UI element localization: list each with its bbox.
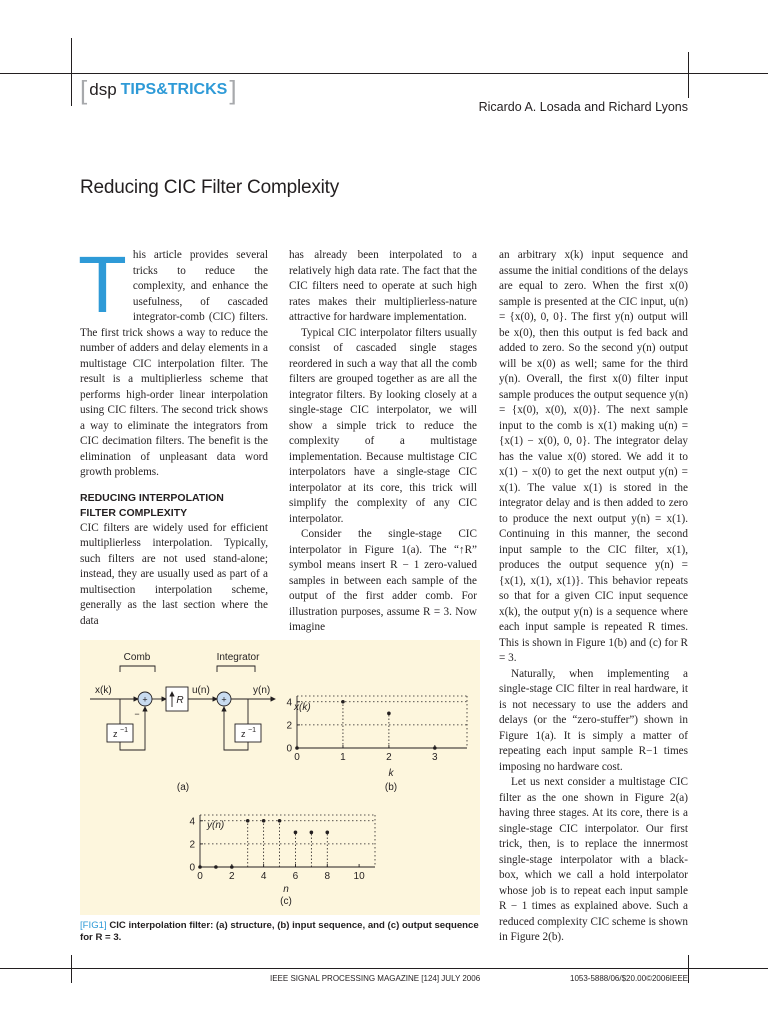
input-sequence-plot (286, 696, 467, 763)
plot-b-point (341, 700, 345, 704)
figure-1-caption (80, 920, 480, 944)
bracket-close: ] (229, 75, 237, 105)
plot-b-point (295, 746, 299, 750)
structure-diagram (90, 666, 275, 750)
plot-c-y-tick-label: 0 (189, 862, 195, 874)
plot-c-point (325, 831, 329, 835)
intro-text: his article provides several tricks to reduce the complexity, and enhance the usefulness, of cascaded integrator-comb (CIC) filters. The first trick shows a way to reduce the number of adders and delay elements in a multistage CIC interpolation filter. The result is a multiplierless scheme that performs high-order linear interpolation using CIC filters. The second trick shows a way to eliminate the integrators from CIC decimation filters. The benefit is the elimination of unpleasant data word growth problems. (80, 249, 268, 478)
plot-c-point (262, 819, 266, 823)
figure-1 (80, 640, 480, 915)
integrator-bracket (217, 666, 255, 672)
plot-c-x-tick-label: 0 (197, 871, 203, 882)
plot-c-point (294, 831, 298, 835)
plot-b-y-tick-label: 0 (286, 743, 292, 755)
plot-c-point (214, 865, 218, 869)
comb-minus: − (134, 709, 140, 719)
plot-b-point (433, 746, 437, 750)
plot-c-point (310, 831, 314, 835)
figure-1-svg (80, 640, 480, 915)
plot-c-xlabel: n (283, 884, 289, 895)
section-heading (80, 491, 268, 521)
integrator-delay-z: z (241, 729, 246, 739)
plot-c-point (198, 865, 202, 869)
footer-right: 1053-5888/06/$20.00©2006IEEE (570, 974, 688, 983)
caption-tag: [FIG1] (80, 920, 107, 931)
plot-c-x-tick-label: 10 (353, 871, 365, 882)
plot-c-y-tick-label: 4 (189, 816, 195, 828)
comb-delay-exp: −1 (120, 727, 128, 734)
authors: Ricardo A. Losada and Richard Lyons (478, 100, 688, 114)
footer-center: IEEE SIGNAL PROCESSING MAGAZINE [124] JULY 2006 (270, 974, 481, 983)
section-heading-line1: REDUCING INTERPOLATION (80, 491, 224, 504)
plot-b-point (387, 712, 391, 716)
plot-c-point (230, 865, 234, 869)
header-rule (0, 73, 768, 74)
plot-b-xlabel: k (388, 768, 394, 779)
integrator-label: Integrator (216, 652, 260, 663)
panel-a-label: (a) (176, 782, 190, 793)
col3-paragraph-2: Naturally, when implementing a single-stage CIC filter in real hardware, it is not necessary to use the adders and delays (or the “zero-stuffer”) shown in Figure 1(a). It is simply a matter of repeating each input sample R−1 times imposing no hardware cost. (499, 667, 688, 773)
col3-paragraph-1: an arbitrary x(k) input sequence and assume the initial conditions of the delays are equal to zero. When the first x(0) sample is presented at the CIC input, u(n) = {x(0), 0, 0}. The first y(n) output will be x(0), then this output is fed back and added to zero. So the second y(n) output will be x(0) as well; same for the third y(n). Overall, the first x(0) filter input sample produces the output sequence y(n) = {x(0), x(0), x(0)}. The next sample input to the comb is x(1) making u(n) = {x(1) − x(0), 0, 0}. The integrator delay has the value x(0) stored. We add it to x(1) − x(0) to get the next output y(n) = x(1). The value x(1) is stored in the integrator delay and is then added to zero to produce the next output y(n) = x(1). Continuing in this manner, the second input sample to the CIC filter, x(1), produces the output sequence y(n) = {x(1), x(1), x(1)}. This behavior repeats so that for a given CIC input sequence x(k), the output y(n) is a sequence where each input sample is repeated R times. This is shown in Figure 1(b) and (c) for R = 3. (499, 249, 688, 664)
xk-label: x(k) (95, 685, 112, 696)
dsp-label: dsp (89, 80, 117, 99)
comb-bracket (120, 666, 155, 672)
header-right-tick (688, 52, 689, 98)
plot-b-x-tick-label: 0 (294, 752, 300, 763)
panel-b-label: (b) (384, 782, 398, 793)
integrator-plus: + (221, 694, 227, 705)
plot-c-series-label: y(n) (207, 820, 225, 831)
caption-text: CIC interpolation filter: (a) structure, (b) input sequence, and (c) output sequence for R = 3. (80, 920, 479, 943)
plot-b-x-tick-label: 2 (386, 752, 392, 763)
col1-paragraph-2: CIC filters are widely used for efficient multiplierless interpolation. Typically, such filters are not used stand-alone; instead, they are usually used as part of a multisection interpolation scheme, generally as the last section where the data (80, 521, 268, 627)
plot-c-y-tick-label: 2 (189, 839, 195, 851)
plot-c-x-tick-label: 2 (229, 871, 235, 882)
tips-tricks-label: TIPS&TRICKS (120, 81, 228, 98)
col2-paragraph-1: has already been interpolated to a relatively high data rate. The fact that the CIC filters need to operate at such high rates makes their multiplierless-nature attractive for hardware implementation. (289, 249, 477, 323)
plot-b-x-tick-label: 1 (340, 752, 346, 763)
structure-labels (95, 652, 270, 793)
department-tag (80, 76, 237, 104)
yn-label: y(n) (253, 685, 271, 696)
plot-c-point (246, 819, 250, 823)
plot-b-y-tick-label: 4 (286, 697, 292, 709)
plot-c-x-tick-label: 4 (260, 871, 267, 882)
column-2 (289, 248, 477, 636)
plot-c-x-tick-label: 6 (292, 871, 299, 882)
footer-rule (0, 968, 768, 969)
plot-c-x-tick-label: 8 (324, 871, 331, 882)
footer-right-tick (688, 955, 689, 983)
plot-c-point (278, 819, 282, 823)
intro-paragraph (78, 240, 268, 481)
footer-left-tick (71, 955, 72, 983)
col2-paragraph-2: Typical CIC interpolator filters usually consist of cascaded single stages reordered in such a way that all the comb filters are grouped together as are all the integrator filters. By looking closely at a single-stage CIC interpolator, we will show a simple trick to reduce the complexity of a multistage implementation. Because multistage CIC interpolators have a single-stage CIC interpolator at its core, this trick will simplify the complexity of any CIC interpolator. (289, 326, 477, 525)
column-1 (78, 240, 268, 629)
plot-b-x-tick-label: 3 (432, 752, 438, 763)
comb-delay-z: z (113, 729, 118, 739)
plot-b-series-label: x(k) (294, 702, 311, 713)
panel-c-label: (c) (280, 896, 292, 907)
bracket-open: [ (80, 75, 88, 105)
un-label: u(n) (192, 685, 210, 696)
col2-paragraph-3: Consider the single-stage CIC interpolator in Figure 1(a). The “↑R” symbol means insert R − 1 zero-valued samples in between each sample of the output of the first adder comb. For illustration purposes, assume R = 3. Now imagine (289, 528, 477, 633)
section-heading-line2: FILTER COMPLEXITY (80, 506, 188, 519)
col3-paragraph-3: Let us next consider a multistage CIC filter as the one shown in Figure 2(a) having three stages. At its core, there is a single-stage CIC interpolator. Our first trick, then, is to replace the innermost single-stage interpolator with a black-box, which we call a hold interpolator whose job is to repeat each input sample R − 1 times as explained above. Such a reduced complexity CIC scheme is shown in Figure 2(b). (499, 776, 688, 943)
integrator-delay-exp: −1 (248, 727, 256, 734)
column-3 (499, 248, 688, 946)
upsample-factor: R (176, 695, 184, 706)
comb-label: Comb (123, 652, 151, 663)
comb-plus: + (142, 694, 148, 705)
header-left-tick (71, 38, 72, 106)
drop-cap: T (78, 240, 127, 329)
plot-b-y-tick-label: 2 (286, 720, 292, 732)
article-title: Reducing CIC Filter Complexity (80, 177, 340, 198)
